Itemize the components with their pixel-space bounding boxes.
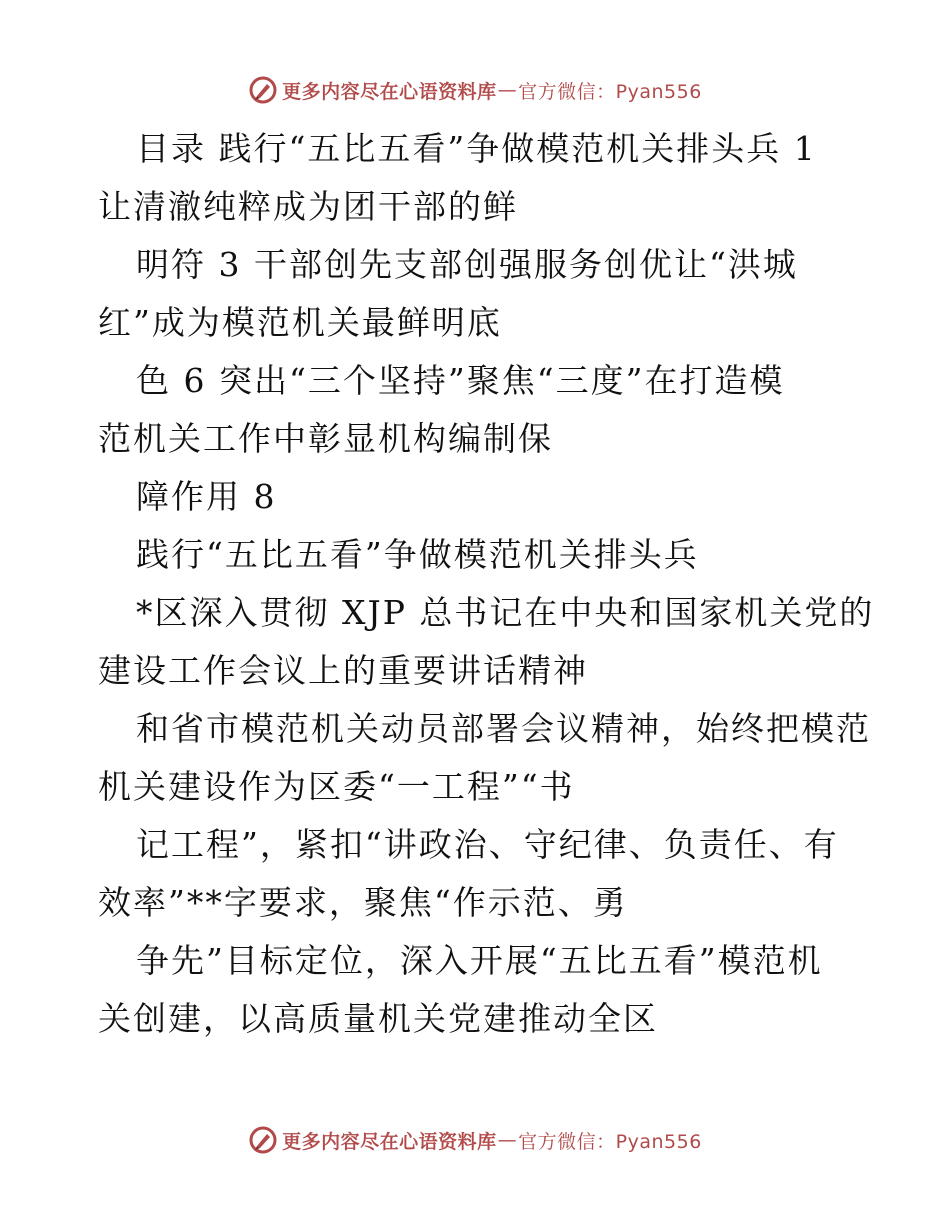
text-line: 红”成为模范机关最鲜明底 (98, 303, 502, 342)
text-line: 关创建，以高质量机关党建推动全区 (98, 999, 658, 1038)
document-body (98, 120, 875, 1048)
pen-circle-logo-icon (248, 1125, 278, 1155)
header-banner (0, 70, 950, 110)
banner-dash: — (497, 79, 518, 101)
text-line: 色 6 突出“三个坚持”聚焦“三度”在打造模 (136, 361, 785, 400)
text-line: 建设工作会议上的重要讲话精神 (98, 651, 588, 690)
banner-account-text: 官方微信：Pyan556 (518, 80, 702, 103)
text-line: 和省市模范机关动员部署会议精神，始终把模范 (136, 709, 871, 748)
banner-main-text: 更多内容尽在心语资料库 (282, 1130, 497, 1153)
banner-dash: — (497, 1129, 518, 1151)
text-line: 机关建设作为区委“一工程”“书 (98, 767, 575, 806)
banner-account-text: 官方微信：Pyan556 (518, 1130, 702, 1153)
pen-circle-logo-icon (248, 75, 278, 105)
text-line: *区深入贯彻 XJP 总书记在中央和国家机关党的 (136, 593, 875, 632)
banner-main-text: 更多内容尽在心语资料库 (282, 80, 497, 103)
text-line: 让清澈纯粹成为团干部的鲜 (98, 187, 518, 226)
text-line: 目录 践行“五比五看”争做模范机关排头兵 1 (136, 129, 817, 168)
text-line: 效率”**字要求，聚焦“作示范、勇 (98, 883, 628, 922)
text-line: 明符 3 干部创先支部创强服务创优让“洪城 (136, 245, 798, 284)
footer-banner (0, 1120, 950, 1160)
text-line: 障作用 8 (136, 477, 277, 516)
section-heading: 践行“五比五看”争做模范机关排头兵 (136, 535, 699, 574)
text-line: 争先”目标定位，深入开展“五比五看”模范机 (136, 941, 823, 980)
text-line: 范机关工作中彰显机构编制保 (98, 419, 553, 458)
text-line: 记工程”，紧扣“讲政治、守纪律、负责任、有 (136, 825, 839, 864)
